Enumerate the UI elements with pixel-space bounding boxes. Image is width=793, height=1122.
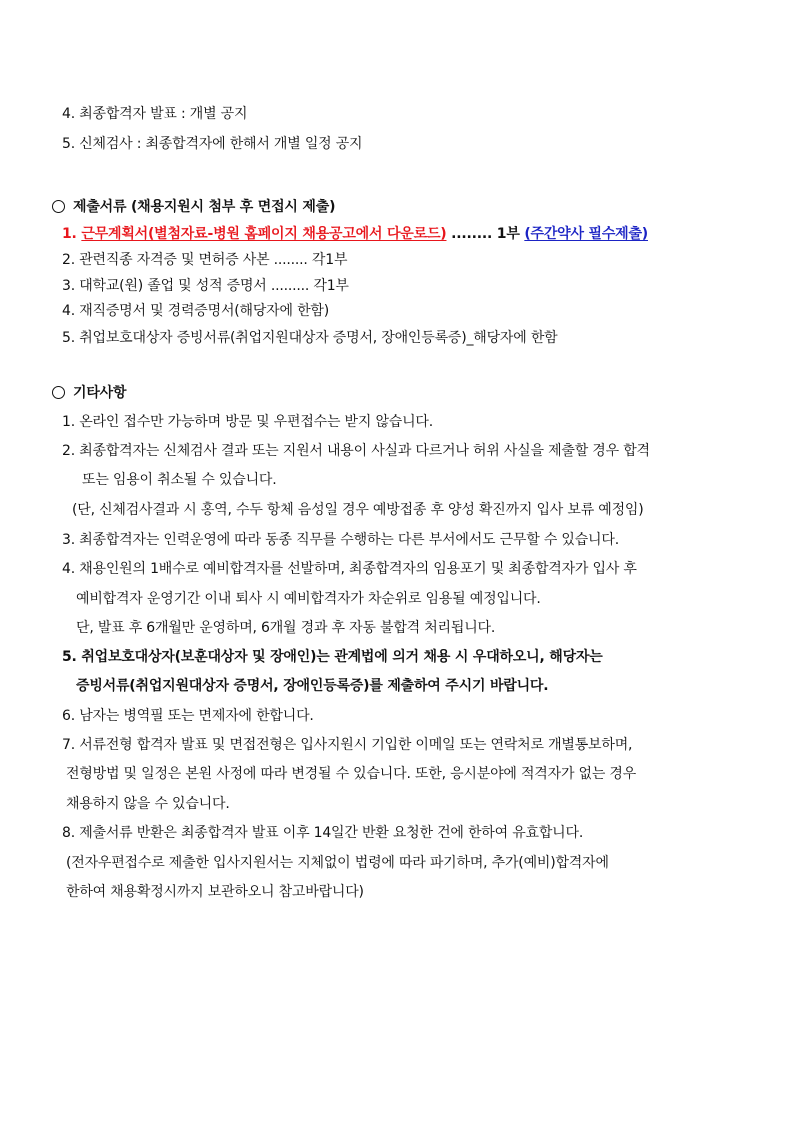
note-8a: 8. 제출서류 반환은 최종합격자 발표 이후 14일간 반환 요청한 건에 한하여 유효합니다. [62,825,584,841]
documents-item-1 [62,225,648,243]
note-5a: 5. 취업보호대상자(보훈대상자 및 장애인)는 관계법에 의거 채용 시 우대하오니, 해당자는 [62,649,603,665]
notes-heading: 기타사항 [73,385,127,401]
top-item-5: 5. 신체검사 : 최종합격자에 한해서 개별 일정 공지 [62,136,363,152]
documents-item-3: 3. 대학교(원) 졸업 및 성적 증명서 ......... 각1부 [62,278,349,294]
documents-item-1-title: 근무계획서(별첨자료-병원 홈페이지 채용공고에서 다운로드) [81,226,447,242]
documents-item-1-number: 1. [62,226,82,242]
documents-item-2: 2. 관련직종 자격증 및 면허증 사본 ........ 각1부 [62,252,348,268]
note-2b: 또는 임용이 취소될 수 있습니다. [82,472,277,488]
note-4b: 예비합격자 운영기간 이내 퇴사 시 예비합격자가 차순위로 임용될 예정입니다. [76,591,541,607]
documents-heading: 제출서류 (채용지원시 첨부 후 면접시 제출) [73,199,336,215]
circle-bullet-icon [52,200,65,213]
note-3: 3. 최종합격자는 인력운영에 따라 동종 직무를 수행하는 다른 부서에서도 근무할 수 있습니다. [62,532,619,548]
circle-bullet-icon [52,386,65,399]
note-7b: 전형방법 및 일정은 본원 사정에 따라 변경될 수 있습니다. 또한, 응시분야에 적격자가 없는 경우 [66,766,637,782]
note-4c: 단, 발표 후 6개월만 운영하며, 6개월 경과 후 자동 불합격 처리됩니다. [76,620,496,636]
note-2c: (단, 신체검사결과 시 홍역, 수두 항체 음성일 경우 예방접종 후 양성 확진까지 입사 보류 예정임) [72,502,644,518]
notes-heading-row [52,384,126,402]
note-8c: 한하여 채용확정시까지 보관하오니 참고바랍니다) [66,884,364,900]
note-8b: (전자우편접수로 제출한 입사지원서는 지체없이 법령에 따라 파기하며, 추가(예비)합격자에 [66,855,609,871]
note-1: 1. 온라인 접수만 가능하며 방문 및 우편접수는 받지 않습니다. [62,414,433,430]
documents-item-1-count: ........ 1부 [446,226,525,242]
note-7c: 채용하지 않을 수 있습니다. [66,796,230,812]
note-4a: 4. 채용인원의 1배수로 예비합격자를 선발하며, 최종합격자의 임용포기 및 최종합격자가 입사 후 [62,561,637,577]
documents-item-5: 5. 취업보호대상자 증빙서류(취업지원대상자 증명서, 장애인등록증)_해당자에 한함 [62,330,558,346]
note-2a: 2. 최종합격자는 신체검사 결과 또는 지원서 내용이 사실과 다르거나 허위 사실을 제출할 경우 합격 [62,443,650,459]
documents-item-4: 4. 재직증명서 및 경력증명서(해당자에 한함) [62,303,329,319]
note-5b: 증빙서류(취업지원대상자 증명서, 장애인등록증)를 제출하여 주시기 바랍니다. [76,678,549,694]
note-6: 6. 남자는 병역필 또는 면제자에 한합니다. [62,708,314,724]
documents-heading-row [52,198,335,216]
top-item-4: 4. 최종합격자 발표 : 개별 공지 [62,106,248,122]
documents-item-1-note: (주간약사 필수제출) [524,226,648,242]
note-7a: 7. 서류전형 합격자 발표 및 면접전형은 입사지원시 기입한 이메일 또는 연락처로 개별통보하며, [62,737,633,753]
